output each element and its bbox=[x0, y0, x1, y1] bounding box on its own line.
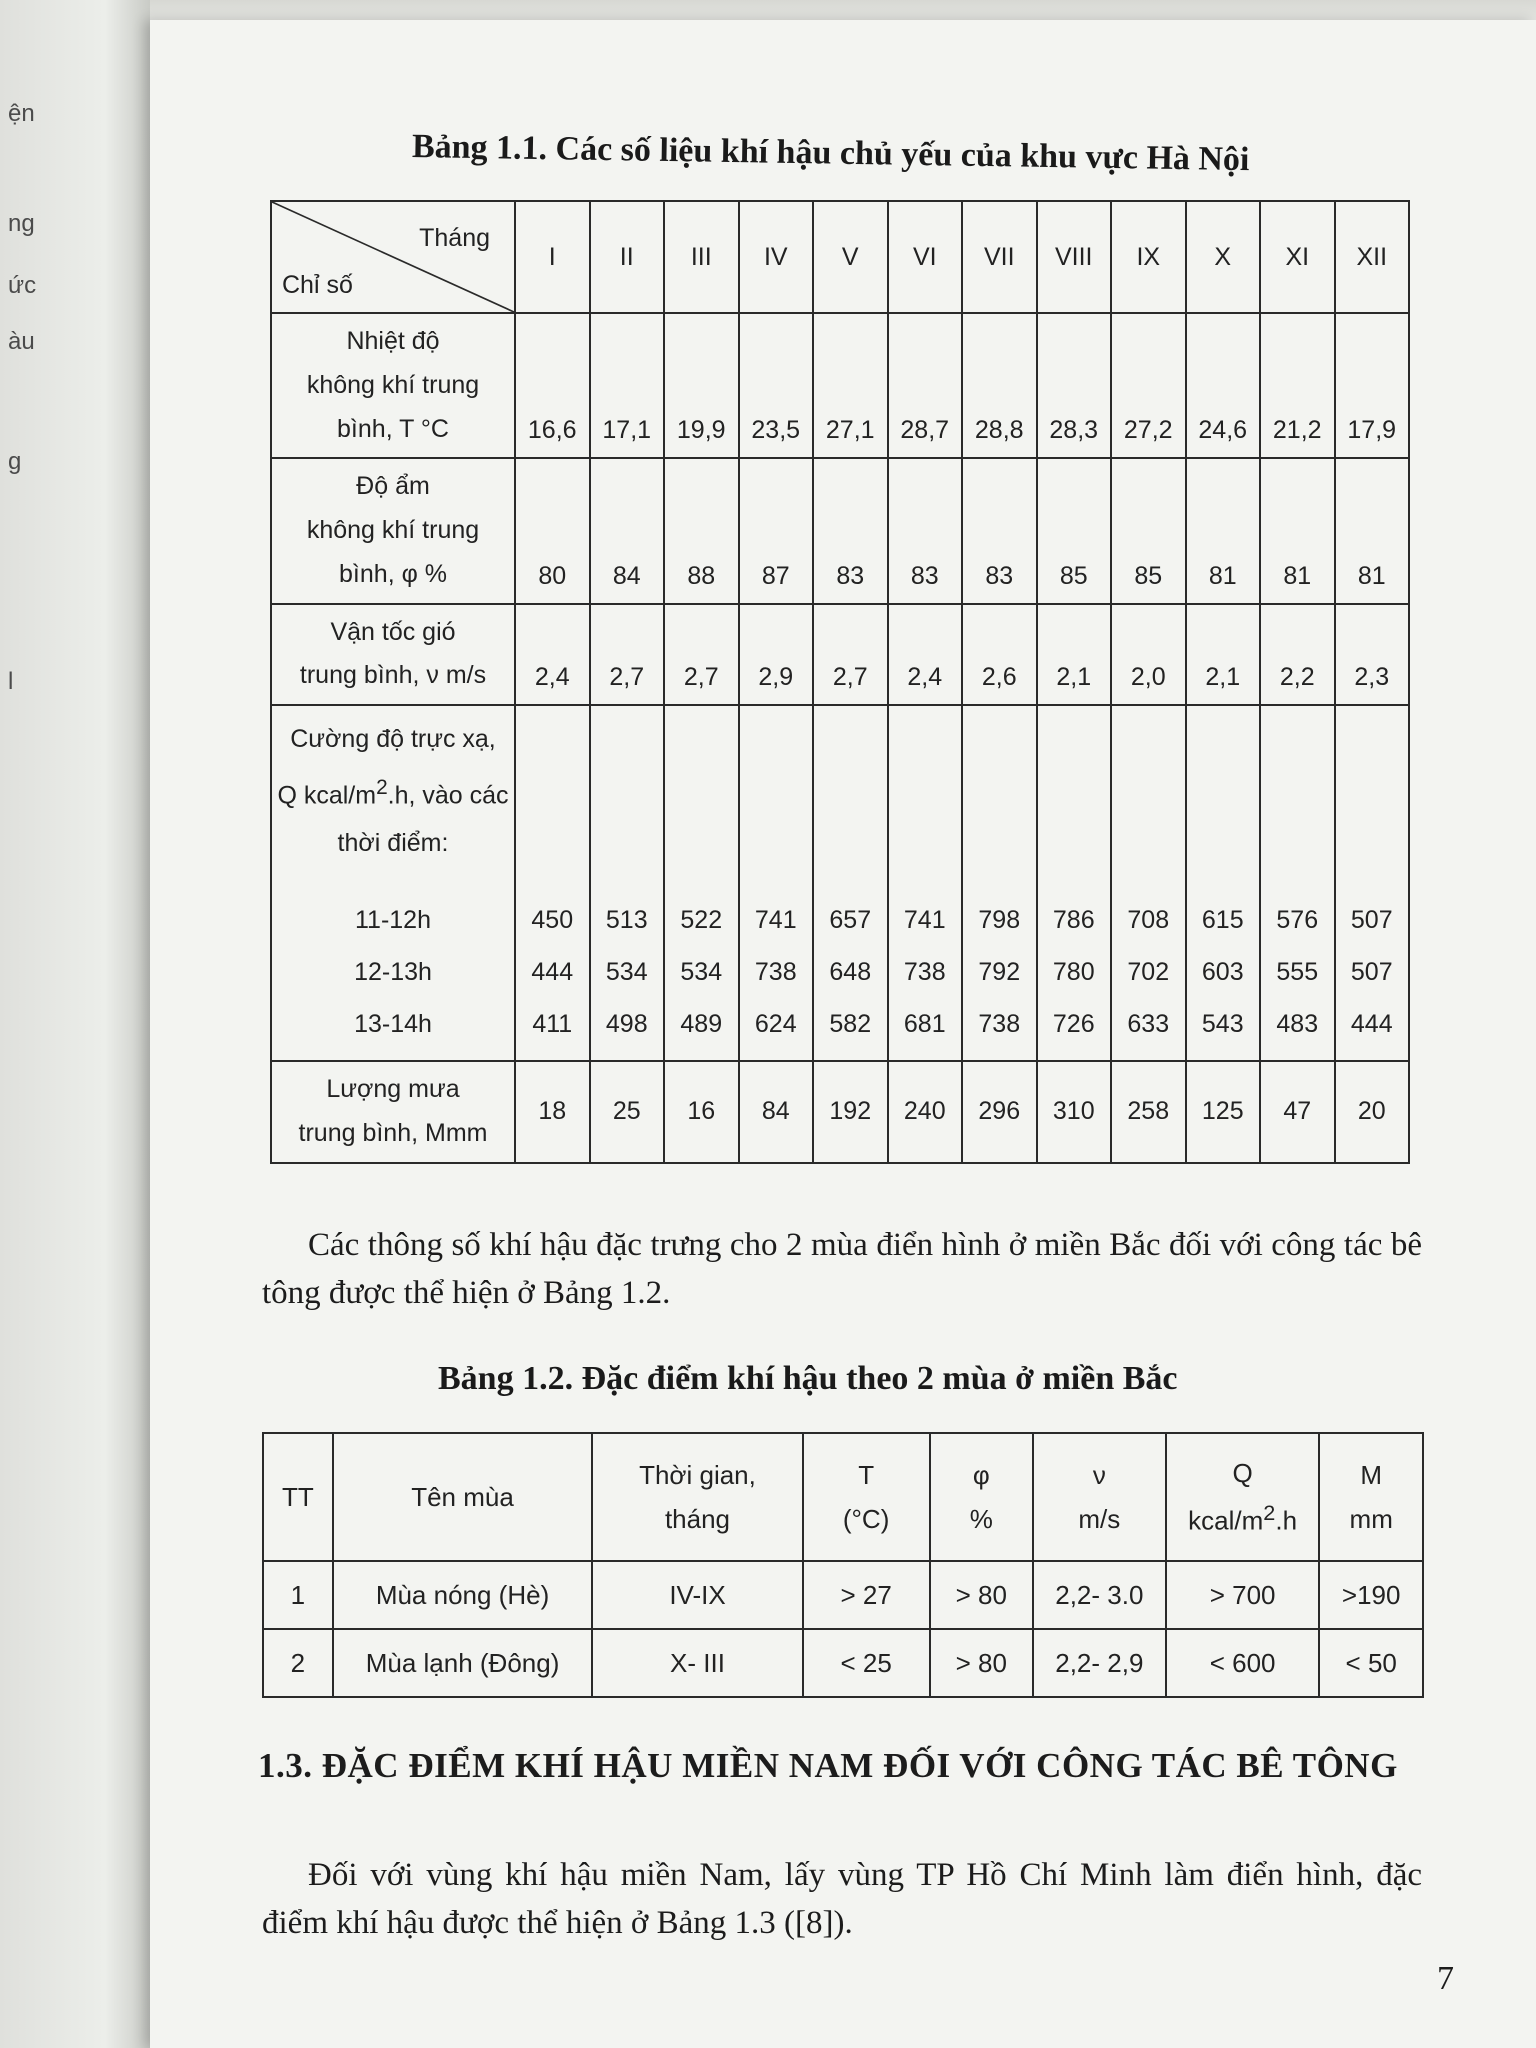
table-cell: > 80 bbox=[930, 1561, 1033, 1629]
header-line: tháng bbox=[664, 1504, 731, 1534]
value: 513 bbox=[605, 906, 648, 934]
row-label-line: Độ ẩm bbox=[356, 472, 430, 501]
value: 555 bbox=[1276, 958, 1319, 986]
table-cell: 88 bbox=[664, 458, 739, 603]
month-header: II bbox=[590, 201, 665, 313]
table-cell: 80 bbox=[515, 458, 590, 603]
table-header-row bbox=[271, 201, 1409, 313]
value: 603 bbox=[1201, 958, 1244, 986]
value: 444 bbox=[531, 958, 574, 986]
table-cell bbox=[962, 705, 1037, 1061]
table-cell: 2,2- 2,9 bbox=[1033, 1629, 1166, 1697]
table-cell bbox=[1335, 705, 1410, 1061]
table-cell: Mùa lạnh (Đông) bbox=[333, 1629, 593, 1697]
value: 786 bbox=[1052, 906, 1095, 934]
value: 507 bbox=[1350, 958, 1393, 986]
table-cell: 81 bbox=[1186, 458, 1261, 603]
row-label-line: không khí trung bbox=[306, 370, 480, 399]
row-label-line: Vận tốc gió bbox=[330, 617, 456, 646]
table-cell bbox=[590, 705, 665, 1061]
table-cell: 17,1 bbox=[590, 313, 665, 458]
header-line: mm bbox=[1349, 1504, 1393, 1534]
table-cell: 24,6 bbox=[1186, 313, 1261, 458]
radiation-unit-sup: 2 bbox=[376, 776, 388, 799]
table-row bbox=[263, 1561, 1423, 1629]
header-cell bbox=[1166, 1433, 1320, 1561]
row-label bbox=[271, 604, 515, 706]
table-row bbox=[271, 1061, 1409, 1163]
table-cell: 125 bbox=[1186, 1061, 1261, 1163]
table-cell: IV-IX bbox=[592, 1561, 802, 1629]
table-cell: 2,3 bbox=[1335, 604, 1410, 706]
climate-table-hanoi bbox=[270, 200, 1410, 1164]
table-cell: < 50 bbox=[1319, 1629, 1423, 1697]
month-header: XII bbox=[1335, 201, 1410, 313]
month-header: I bbox=[515, 201, 590, 313]
table-corner-cell bbox=[271, 201, 515, 313]
table-cell: 2,4 bbox=[515, 604, 590, 706]
table-cell bbox=[1186, 705, 1261, 1061]
table-cell: 84 bbox=[590, 458, 665, 603]
header-cell bbox=[1033, 1433, 1166, 1561]
value: 498 bbox=[605, 1010, 648, 1038]
table-cell: 240 bbox=[888, 1061, 963, 1163]
table-cell: > 700 bbox=[1166, 1561, 1320, 1629]
table-cell: 2 bbox=[263, 1629, 333, 1697]
row-label-line bbox=[276, 768, 510, 820]
table-header-row bbox=[263, 1433, 1423, 1561]
table-cell: 27,1 bbox=[813, 313, 888, 458]
header-line: ν bbox=[1092, 1459, 1106, 1490]
table-cell: 296 bbox=[962, 1061, 1037, 1163]
table-row bbox=[271, 604, 1409, 706]
row-label-line: thời điểm: bbox=[337, 829, 449, 857]
table-cell: 47 bbox=[1260, 1061, 1335, 1163]
paragraph-2 bbox=[262, 1852, 1422, 1948]
table-cell: 2,0 bbox=[1111, 604, 1186, 706]
table-cell: > 27 bbox=[803, 1561, 930, 1629]
table-cell: < 25 bbox=[803, 1629, 930, 1697]
table-cell: 83 bbox=[962, 458, 1037, 603]
table-cell: 2,2 bbox=[1260, 604, 1335, 706]
radiation-unit-a: Q kcal/m bbox=[277, 781, 377, 810]
value: 681 bbox=[903, 1010, 946, 1038]
header-line: M bbox=[1360, 1459, 1383, 1490]
header-line: Thời gian, bbox=[639, 1459, 756, 1490]
row-label-line: không khí trung bbox=[306, 516, 480, 544]
value: 534 bbox=[680, 958, 723, 986]
corner-index-label: Chỉ số bbox=[282, 271, 353, 299]
row-label bbox=[271, 458, 515, 603]
table-cell: 84 bbox=[739, 1061, 814, 1163]
row-label bbox=[271, 1061, 515, 1163]
table-cell bbox=[515, 705, 590, 1061]
row-label-line: trung bình, ν m/s bbox=[299, 661, 487, 690]
table-cell: 2,7 bbox=[590, 604, 665, 706]
table-cell: Mùa nóng (Hè) bbox=[333, 1561, 593, 1629]
page-number: 7 bbox=[1437, 1960, 1454, 1997]
value: 450 bbox=[531, 906, 574, 934]
table-cell: 83 bbox=[813, 458, 888, 603]
header-cell: Tên mùa bbox=[333, 1433, 593, 1561]
table2-caption: Bảng 1.2. Đặc điểm khí hậu theo 2 mùa ở miền Bắc bbox=[438, 1360, 1178, 1397]
table-cell: 2,9 bbox=[739, 604, 814, 706]
value: 534 bbox=[605, 958, 648, 986]
page-fragment: g bbox=[8, 448, 22, 475]
table-cell: 21,2 bbox=[1260, 313, 1335, 458]
table-cell: 83 bbox=[888, 458, 963, 603]
table-cell bbox=[1260, 705, 1335, 1061]
table-cell: 85 bbox=[1111, 458, 1186, 603]
page-fragment: ện bbox=[8, 100, 35, 127]
table-cell: 1 bbox=[263, 1561, 333, 1629]
value: 582 bbox=[829, 1010, 872, 1038]
row-label-line: bình, φ % bbox=[339, 559, 447, 588]
header-cell bbox=[592, 1433, 802, 1561]
header-cell bbox=[930, 1433, 1033, 1561]
row-label-line: Cường độ trực xạ, bbox=[290, 725, 496, 753]
page-fragment: ức bbox=[8, 272, 37, 299]
month-header: VI bbox=[888, 201, 963, 313]
row-label-line: Lượng mưa bbox=[326, 1075, 460, 1103]
table-cell: 16,6 bbox=[515, 313, 590, 458]
table-cell: 23,5 bbox=[739, 313, 814, 458]
paragraph-1-text: Các thông số khí hậu đặc trưng cho 2 mùa điển hình ở miền Bắc đối với công tác bê tông được thể hiện ở Bảng 1.2. bbox=[262, 1227, 1422, 1311]
table-cell: 87 bbox=[739, 458, 814, 603]
month-header: XI bbox=[1260, 201, 1335, 313]
table-cell: 192 bbox=[813, 1061, 888, 1163]
month-header: III bbox=[664, 201, 739, 313]
table-cell: 2,2- 3.0 bbox=[1033, 1561, 1166, 1629]
table-row bbox=[263, 1629, 1423, 1697]
value: 507 bbox=[1350, 906, 1393, 934]
header-line: m/s bbox=[1078, 1504, 1121, 1534]
month-header: IX bbox=[1111, 201, 1186, 313]
table-cell: >190 bbox=[1319, 1561, 1423, 1629]
table-cell bbox=[1111, 705, 1186, 1061]
table-cell: < 600 bbox=[1166, 1629, 1320, 1697]
table-cell: 20 bbox=[1335, 1061, 1410, 1163]
table1-caption: Bảng 1.1. Các số liệu khí hậu chủ yếu của khu vực Hà Nội bbox=[411, 128, 1250, 179]
table-cell bbox=[888, 705, 963, 1061]
table-cell bbox=[1037, 705, 1112, 1061]
month-header: VII bbox=[962, 201, 1037, 313]
table-row-radiation bbox=[271, 705, 1409, 1061]
header-line: T bbox=[858, 1459, 875, 1490]
table-cell: 2,1 bbox=[1037, 604, 1112, 706]
table-cell: 2,1 bbox=[1186, 604, 1261, 706]
table-cell: 2,6 bbox=[962, 604, 1037, 706]
value: 489 bbox=[680, 1010, 723, 1038]
row-label bbox=[271, 313, 515, 458]
value: 648 bbox=[829, 958, 872, 986]
q-unit-sup: 2 bbox=[1263, 1500, 1276, 1526]
row-label-line: Nhiệt độ bbox=[346, 327, 440, 355]
table-cell: 81 bbox=[1260, 458, 1335, 603]
month-header: X bbox=[1186, 201, 1261, 313]
page-fragment: ng bbox=[8, 210, 35, 237]
q-unit-b: .h bbox=[1275, 1505, 1298, 1536]
table-cell: 19,9 bbox=[664, 313, 739, 458]
table-cell: 310 bbox=[1037, 1061, 1112, 1163]
value: 741 bbox=[903, 906, 946, 934]
row-label-line: trung bình, Mmm bbox=[298, 1118, 488, 1147]
row-label-line: bình, T °C bbox=[337, 414, 449, 443]
period-label: 13-14h bbox=[354, 1010, 432, 1038]
value: 741 bbox=[754, 906, 797, 934]
row-label bbox=[271, 705, 515, 1061]
value: 657 bbox=[829, 906, 872, 934]
value: 738 bbox=[903, 958, 946, 986]
period-label: 12-13h bbox=[354, 958, 432, 986]
page-fragment: l bbox=[8, 668, 14, 695]
header-line: φ bbox=[972, 1459, 990, 1490]
page-fragment: àu bbox=[8, 328, 35, 355]
value: 780 bbox=[1052, 958, 1095, 986]
value: 615 bbox=[1201, 906, 1244, 934]
table-cell: > 80 bbox=[930, 1629, 1033, 1697]
table-row bbox=[271, 313, 1409, 458]
value: 411 bbox=[532, 1010, 573, 1038]
value: 738 bbox=[754, 958, 797, 986]
table-cell: 258 bbox=[1111, 1061, 1186, 1163]
value: 702 bbox=[1127, 958, 1170, 986]
table-cell: 16 bbox=[664, 1061, 739, 1163]
period-label: 11-12h bbox=[355, 906, 431, 934]
value: 798 bbox=[978, 906, 1021, 934]
table-cell bbox=[813, 705, 888, 1061]
q-unit-a: kcal/m bbox=[1188, 1505, 1264, 1536]
table-cell: X- III bbox=[592, 1629, 802, 1697]
value: 726 bbox=[1052, 1010, 1095, 1038]
table-cell: 2,7 bbox=[664, 604, 739, 706]
value: 576 bbox=[1276, 906, 1319, 934]
table-cell: 27,2 bbox=[1111, 313, 1186, 458]
corner-month-label: Tháng bbox=[419, 224, 490, 252]
value: 633 bbox=[1127, 1010, 1170, 1038]
month-header: V bbox=[813, 201, 888, 313]
value: 624 bbox=[754, 1010, 797, 1038]
season-table-north bbox=[262, 1432, 1424, 1698]
month-header: IV bbox=[739, 201, 814, 313]
header-line bbox=[1173, 1495, 1313, 1543]
value: 543 bbox=[1201, 1010, 1244, 1038]
paragraph-1 bbox=[262, 1222, 1422, 1318]
header-line: % bbox=[969, 1504, 993, 1534]
value: 792 bbox=[978, 958, 1021, 986]
value: 444 bbox=[1350, 1010, 1393, 1038]
header-line: (°C) bbox=[842, 1504, 890, 1534]
header-cell: TT bbox=[263, 1433, 333, 1561]
value: 738 bbox=[978, 1010, 1021, 1038]
value: 708 bbox=[1127, 906, 1170, 934]
table-cell: 28,7 bbox=[888, 313, 963, 458]
section-heading: 1.3. ĐẶC ĐIỂM KHÍ HẬU MIỀN NAM ĐỐI VỚI CÔNG TÁC BÊ TÔNG bbox=[258, 1746, 1398, 1785]
table-cell bbox=[664, 705, 739, 1061]
table-cell: 28,8 bbox=[962, 313, 1037, 458]
table-cell: 25 bbox=[590, 1061, 665, 1163]
table-cell: 28,3 bbox=[1037, 313, 1112, 458]
table-cell: 18 bbox=[515, 1061, 590, 1163]
radiation-unit-b: .h, vào các bbox=[387, 781, 509, 810]
table-cell: 17,9 bbox=[1335, 313, 1410, 458]
table-row bbox=[271, 458, 1409, 603]
header-cell bbox=[803, 1433, 930, 1561]
table-cell: 85 bbox=[1037, 458, 1112, 603]
table-cell bbox=[739, 705, 814, 1061]
paragraph-2-text: Đối với vùng khí hậu miền Nam, lấy vùng TP Hồ Chí Minh làm điển hình, đặc điểm khí hậu được thể hiện ở Bảng 1.3 ([8]). bbox=[262, 1857, 1422, 1941]
previous-page-edge bbox=[0, 0, 150, 2048]
table-cell: 2,7 bbox=[813, 604, 888, 706]
month-header: VIII bbox=[1037, 201, 1112, 313]
value: 522 bbox=[680, 906, 723, 934]
value: 483 bbox=[1276, 1010, 1319, 1038]
table-cell: 2,4 bbox=[888, 604, 963, 706]
header-line: Q bbox=[1232, 1457, 1253, 1488]
header-cell bbox=[1319, 1433, 1423, 1561]
table-cell: 81 bbox=[1335, 458, 1410, 603]
